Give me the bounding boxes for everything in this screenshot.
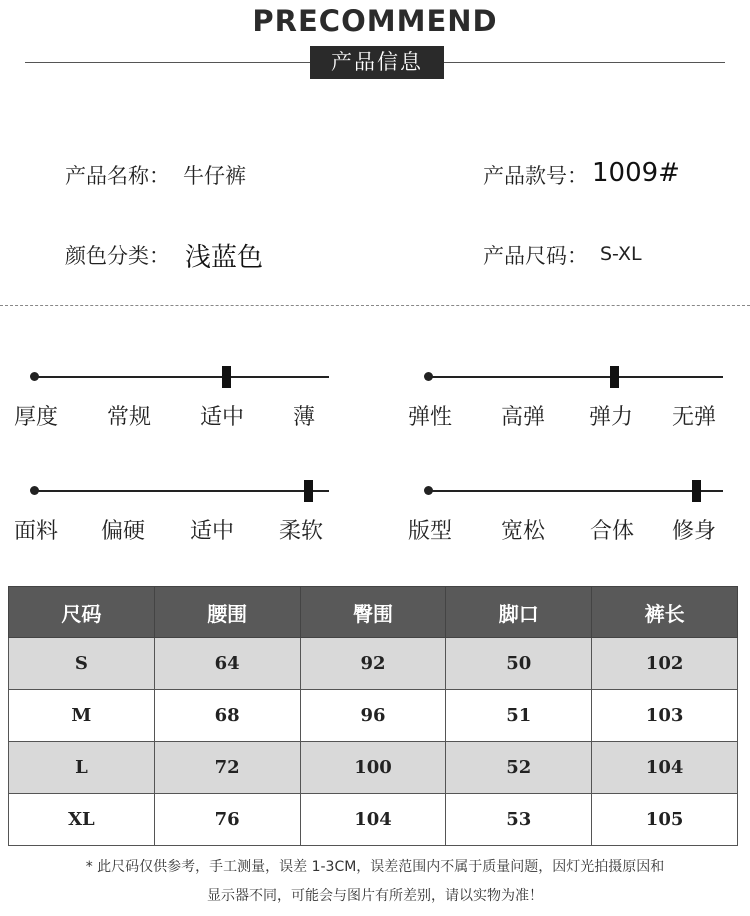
hip-cell: 96 [300, 690, 446, 742]
product-size-value: S-XL [600, 243, 642, 265]
header-hem: 脚口 [446, 587, 592, 638]
product-model-label: 产品款号： [483, 164, 588, 188]
elasticity-scale-line [428, 376, 723, 378]
size-table-header-row [9, 587, 738, 638]
product-model-value: 1009# [592, 158, 680, 188]
size-table [8, 586, 738, 846]
product-name-value: 牛仔裤 [183, 164, 246, 188]
fit-label-title: 版型 [408, 519, 453, 544]
size-cell: M [9, 690, 155, 742]
table-row [9, 794, 738, 846]
color-category-value: 浅蓝色 [185, 243, 264, 273]
hip-cell: 100 [300, 742, 446, 794]
section-divider [0, 305, 750, 306]
thickness-label-title: 厚度 [14, 405, 59, 430]
hem-cell: 50 [446, 638, 592, 690]
waist-cell: 76 [154, 794, 300, 846]
table-row [9, 638, 738, 690]
section-badge: 产品信息 [310, 46, 444, 79]
fabric-scale-marker [304, 480, 313, 502]
waist-cell: 68 [154, 690, 300, 742]
fabric-scale-start-dot [30, 486, 39, 495]
length-cell: 105 [592, 794, 738, 846]
product-name-label: 产品名称： [65, 164, 170, 188]
hem-cell: 53 [446, 794, 592, 846]
waist-cell: 72 [154, 742, 300, 794]
header-waist: 腰围 [154, 587, 300, 638]
length-cell: 103 [592, 690, 738, 742]
fit-label-slim: 修身 [672, 519, 717, 544]
fit-scale-start-dot [424, 486, 433, 495]
elasticity-scale-start-dot [424, 372, 433, 381]
elasticity-label-stretch: 弹力 [589, 405, 634, 430]
length-cell: 102 [592, 638, 738, 690]
hem-cell: 52 [446, 742, 592, 794]
size-cell: S [9, 638, 155, 690]
elasticity-label-high: 高弹 [501, 405, 546, 430]
waist-cell: 64 [154, 638, 300, 690]
page-title: PRECOMMEND [252, 4, 498, 38]
thickness-label-thin: 薄 [293, 405, 316, 430]
fabric-label-title: 面料 [14, 519, 59, 544]
elasticity-label-none: 无弹 [672, 405, 717, 430]
fabric-label-stiff: 偏硬 [101, 519, 146, 544]
disclaimer-line-1: * 此尺码仅供参考，手工测量，误差 1-3CM，误差范围内不属于质量问题，因灯光拍摄原因和 [85, 859, 665, 875]
elasticity-scale-marker [610, 366, 619, 388]
thickness-label-medium: 适中 [200, 405, 245, 430]
hip-cell: 104 [300, 794, 446, 846]
fit-scale-line [428, 490, 723, 492]
color-category-label: 颜色分类： [65, 244, 170, 268]
size-cell: L [9, 742, 155, 794]
table-row [9, 742, 738, 794]
size-cell: XL [9, 794, 155, 846]
hip-cell: 92 [300, 638, 446, 690]
fit-label-regular: 合体 [590, 519, 635, 544]
fit-label-loose: 宽松 [501, 519, 546, 544]
thickness-label-normal: 常规 [107, 405, 152, 430]
table-row [9, 690, 738, 742]
thickness-scale-start-dot [30, 372, 39, 381]
elasticity-label-title: 弹性 [408, 405, 453, 430]
disclaimer-line-2: 显示器不同，可能会与图片有所差别，请以实物为准！ [207, 888, 543, 904]
header-size: 尺码 [9, 587, 155, 638]
fabric-label-medium: 适中 [190, 519, 235, 544]
product-size-label: 产品尺码： [483, 244, 588, 268]
length-cell: 104 [592, 742, 738, 794]
thickness-scale-marker [222, 366, 231, 388]
fabric-label-soft: 柔软 [279, 519, 324, 544]
fabric-scale-line [34, 490, 329, 492]
header-hip: 臀围 [300, 587, 446, 638]
header-length: 裤长 [592, 587, 738, 638]
fit-scale-marker [692, 480, 701, 502]
hem-cell: 51 [446, 690, 592, 742]
thickness-scale-line [34, 376, 329, 378]
